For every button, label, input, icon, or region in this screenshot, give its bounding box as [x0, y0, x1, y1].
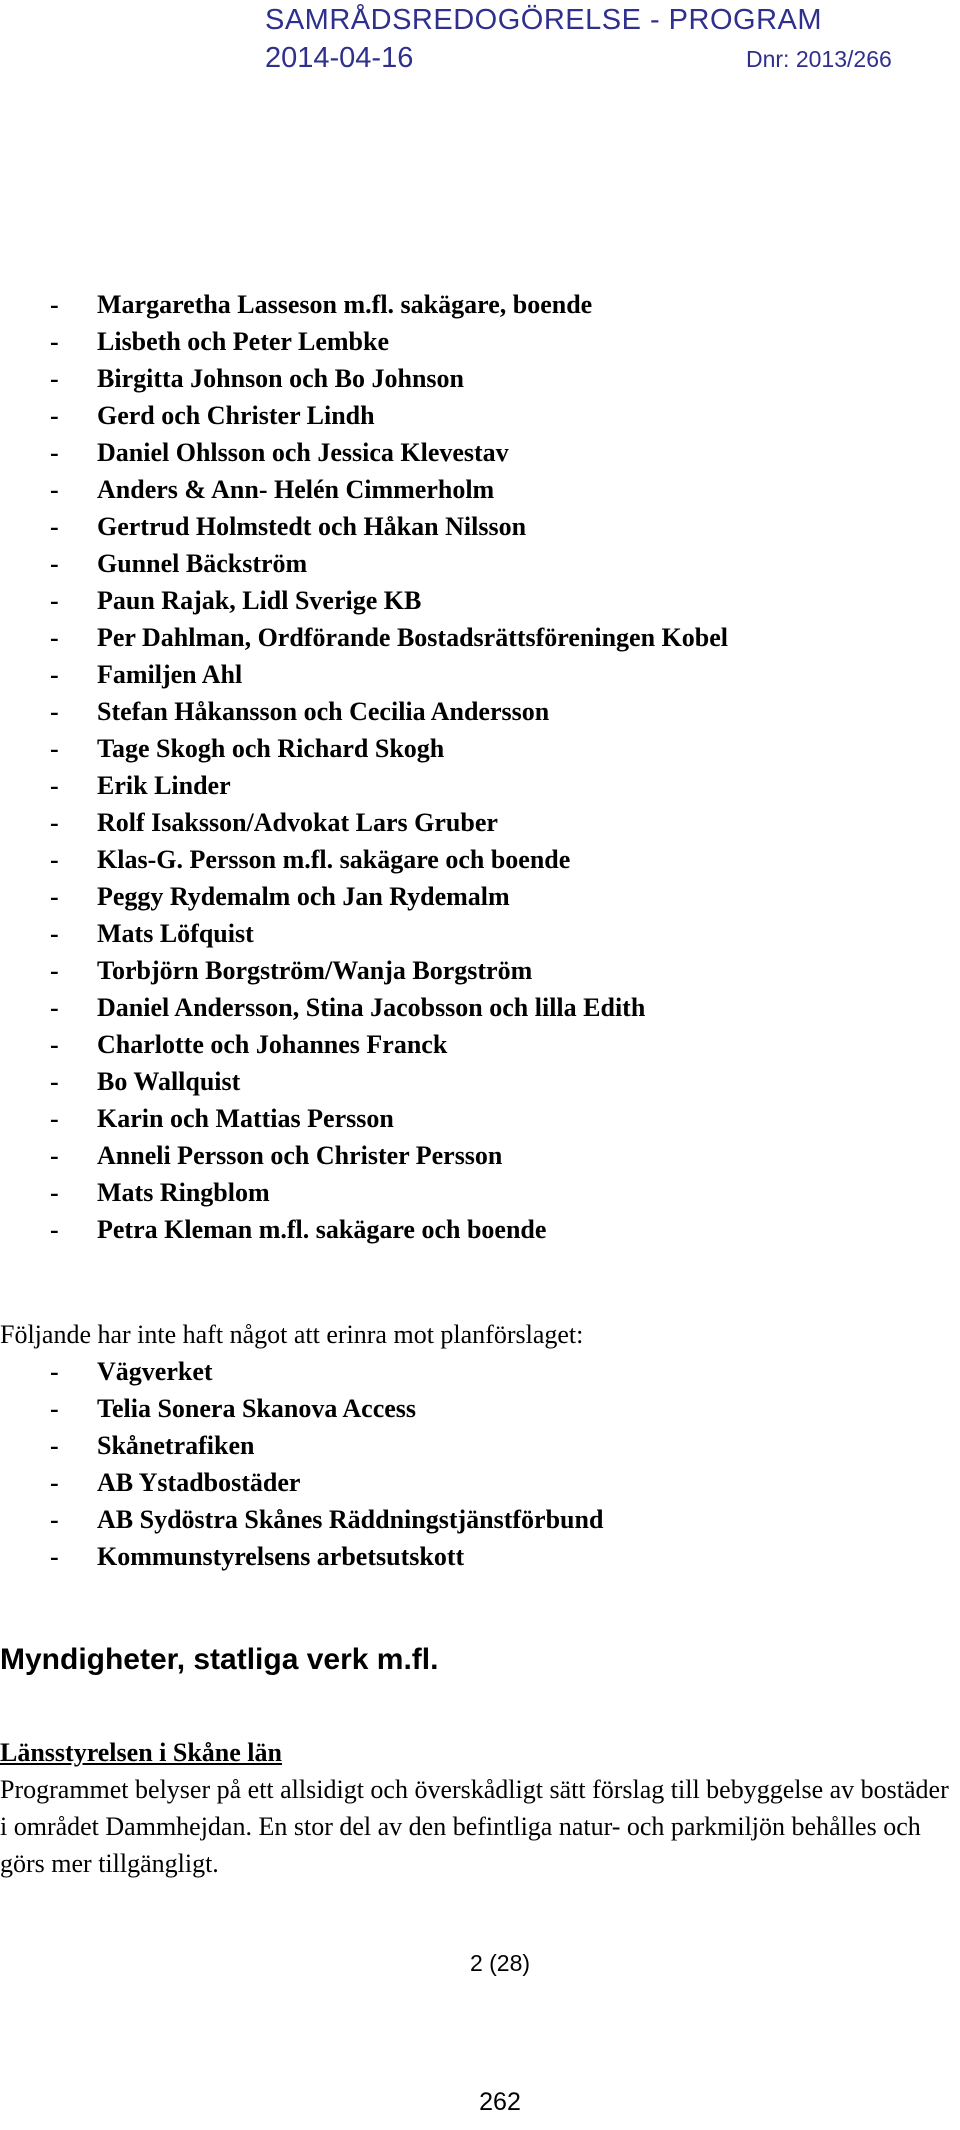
list-item-text: Bo Wallquist: [97, 1067, 241, 1096]
list-dash: -: [50, 1104, 59, 1133]
list-item-text: Telia Sonera Skanova Access: [97, 1394, 417, 1423]
list-item-text: Lisbeth och Peter Lembke: [97, 327, 389, 356]
list-dash: -: [50, 956, 59, 985]
list-item-text: Anneli Persson och Christer Persson: [97, 1141, 503, 1170]
list-item-text: Torbjörn Borgström/Wanja Borgström: [97, 956, 533, 985]
page-number: 262: [479, 2088, 521, 2116]
list-item-text: Per Dahlman, Ordförande Bostadsrättsföreningen Kobel: [97, 623, 728, 652]
list-dash: -: [50, 808, 59, 837]
list-dash: -: [50, 549, 59, 578]
list-item-text: Daniel Ohlsson och Jessica Klevestav: [97, 438, 509, 467]
list-dash: -: [50, 660, 59, 689]
agency-text: Programmet belyser på ett allsidigt och överskådligt sätt förslag till bebyggelse av bostäder i området Dammhejdan. En stor del av den befintliga natur- och parkmiljön behålles och görs mer tillgängligt.: [0, 1775, 949, 1878]
list-dash: -: [50, 1357, 59, 1386]
list-dash: -: [50, 1468, 59, 1497]
list-item-text: Gertrud Holmstedt och Håkan Nilsson: [97, 512, 527, 541]
list-dash: -: [50, 1178, 59, 1207]
list-dash: -: [50, 1542, 59, 1571]
list-item-text: AB Ystadbostäder: [97, 1468, 301, 1497]
list-item-text: Mats Löfquist: [97, 919, 254, 948]
list-dash: -: [50, 586, 59, 615]
list-dash: -: [50, 1030, 59, 1059]
list-dash: -: [50, 771, 59, 800]
list-dash: -: [50, 919, 59, 948]
list-item-text: Birgitta Johnson och Bo Johnson: [97, 364, 464, 393]
list-item-text: Kommunstyrelsens arbetsutskott: [97, 1542, 465, 1571]
list-item-text: Paun Rajak, Lidl Sverige KB: [97, 586, 422, 615]
list-item-text: Anders & Ann- Helén Cimmerholm: [97, 475, 495, 504]
list-item-text: Vägverket: [97, 1357, 213, 1386]
list-item-text: Karin och Mattias Persson: [97, 1104, 394, 1133]
section-title: Myndigheter, statliga verk m.fl.: [0, 1643, 439, 1676]
list-dash: -: [50, 1141, 59, 1170]
list-item-text: Mats Ringblom: [97, 1178, 270, 1207]
list-dash: -: [50, 734, 59, 763]
document-title: SAMRÅDSREDOGÖRELSE - PROGRAM: [265, 4, 823, 36]
list-dash: -: [50, 364, 59, 393]
list-dash: -: [50, 327, 59, 356]
list-dash: -: [50, 1067, 59, 1096]
page-count: 2 (28): [469, 1950, 531, 1976]
list-item-text: Daniel Andersson, Stina Jacobsson och lilla Edith: [97, 993, 646, 1022]
list-item-text: Erik Linder: [97, 771, 231, 800]
list-item-text: Gunnel Bäckström: [97, 549, 308, 578]
list-dash: -: [50, 401, 59, 430]
list-dash: -: [50, 993, 59, 1022]
list-dash: -: [50, 438, 59, 467]
document-dnr: Dnr: 2013/266: [746, 46, 892, 72]
list-item-text: Tage Skogh och Richard Skogh: [97, 734, 445, 763]
list-dash: -: [50, 882, 59, 911]
list-item-text: Stefan Håkansson och Cecilia Andersson: [97, 697, 550, 726]
agency-name: Länsstyrelsen i Skåne län: [0, 1738, 282, 1767]
list-dash: -: [50, 623, 59, 652]
list-dash: -: [50, 1394, 59, 1423]
list-item-text: AB Sydöstra Skånes Räddningstjänstförbund: [97, 1505, 604, 1534]
list-item-text: Rolf Isaksson/Advokat Lars Gruber: [97, 808, 498, 837]
list-item-text: Klas-G. Persson m.fl. sakägare och boende: [97, 845, 571, 874]
list-dash: -: [50, 697, 59, 726]
list-item-text: Margaretha Lasseson m.fl. sakägare, boende: [97, 290, 593, 319]
list-dash: -: [50, 845, 59, 874]
document-date: 2014-04-16: [265, 42, 414, 74]
list-dash: -: [50, 1215, 59, 1244]
list-item-text: Charlotte och Johannes Franck: [97, 1030, 448, 1059]
list-item-text: Gerd och Christer Lindh: [97, 401, 375, 430]
list-item-text: Familjen Ahl: [97, 660, 243, 689]
list-dash: -: [50, 1431, 59, 1460]
list-dash: -: [50, 512, 59, 541]
no-objection-intro: Följande har inte haft något att erinra mot planförslaget:: [0, 1320, 584, 1349]
list-item-text: Peggy Rydemalm och Jan Rydemalm: [97, 882, 510, 911]
list-dash: -: [50, 290, 59, 319]
list-dash: -: [50, 1505, 59, 1534]
list-item-text: Petra Kleman m.fl. sakägare och boende: [97, 1215, 547, 1244]
list-dash: -: [50, 475, 59, 504]
list-item-text: Skånetrafiken: [97, 1431, 255, 1460]
